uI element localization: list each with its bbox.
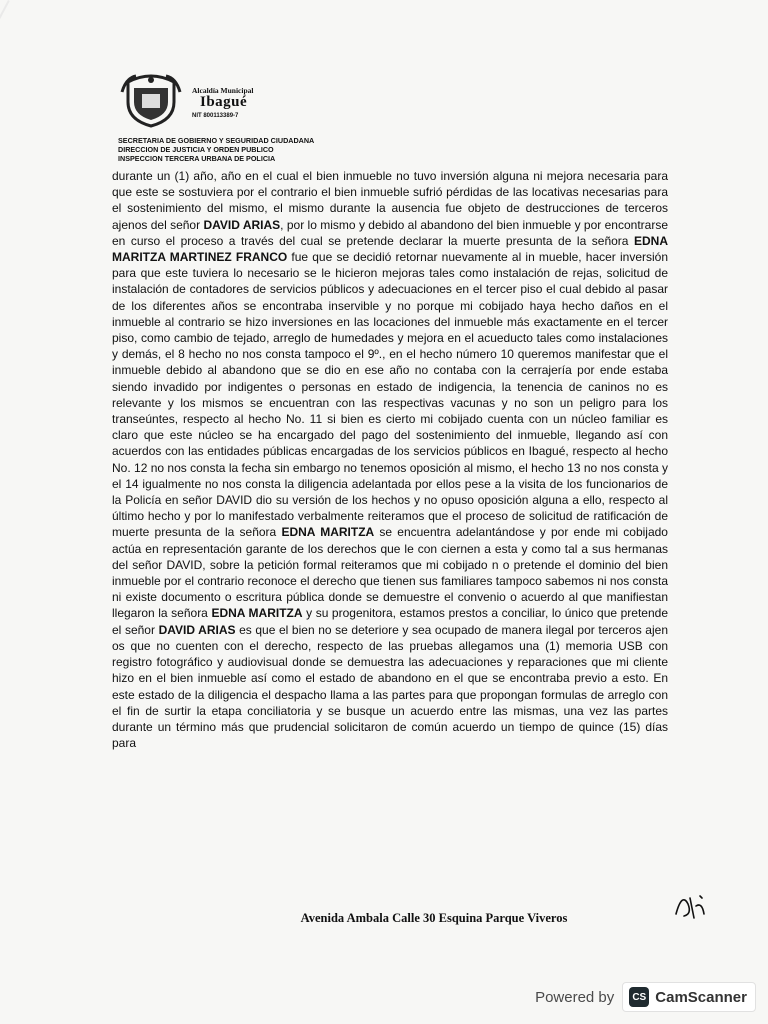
- body-text-segment: se encuentra adelantándose y por ende mi cobijado actúa en representación garante de los derechos que le con ciernen a esta y como tal a sus hermanas del señor DAVID, sobre la petición formal reiteramos que mi cobijado n o pretende el dominio del bien inmueble por el contrario reconoce el derecho que tienen sus familiares tampoco sabemos ni nos consta ni existe documento o escritura pública donde se demuestre el convenio o acuerdo al que manifiestan llegaron la señora: [112, 525, 668, 621]
- camscanner-badge: [622, 982, 756, 1012]
- letterhead: [118, 70, 538, 166]
- body-bold-name: DAVID ARIAS: [203, 217, 281, 232]
- department-line: DIRECCION DE JUSTICIA Y ORDEN PUBLICO: [118, 145, 274, 154]
- footer-address: Avenida Ambala Calle 30 Esquina Parque Viveros: [300, 911, 568, 925]
- document-body: [112, 168, 668, 751]
- body-text-segment: durante un (1) año, año en el cual el bien inmueble no tuvo inversión alguna ni mejora necesaria para que este se sostuviera por el contrario el bien inmueble sufrió pérdidas de las locativas necesarias para el sostenimiento del mismo, el mismo durante la ausencia fue objeto de destrucciones de terceros ajenos del señor: [112, 169, 668, 232]
- camscanner-watermark: [535, 980, 756, 1014]
- body-text-segment: , por lo mismo y debido al abandono del bien inmueble y por encontrarse en curso el proceso a través del cual se pretende declarar la muerte presunta de la señora: [112, 217, 669, 248]
- department-line: INSPECCION TERCERA URBANA DE POLICIA: [118, 154, 276, 163]
- camscanner-logo-icon: CS: [629, 987, 649, 1007]
- body-bold-name: DAVID ARIAS: [158, 622, 236, 637]
- municipality-label: Alcaldía Municipal: [192, 86, 254, 95]
- scan-fold-line: [0, 0, 10, 169]
- city-name: Ibagué: [200, 94, 248, 110]
- nit-number: NIT 800113389-7: [192, 113, 239, 119]
- body-bold-name: EDNA MARITZA MARTINEZ FRANCO: [112, 233, 668, 265]
- powered-by-label: Powered by: [535, 988, 615, 1006]
- department-lines: [118, 136, 538, 163]
- body-bold-name: EDNA MARITZA: [281, 525, 375, 540]
- coat-of-arms-icon: [120, 72, 182, 128]
- body-text-segment: y su progenitora, estamos prestos a conciliar, lo único que pretende el señor: [112, 606, 668, 637]
- body-text-segment: es que el bien no se deteriore y sea ocupado de manera ilegal por terceros ajen os que no cuenten con el derecho, respecto de las pruebas allegamos una (1) memoria USB con registro fotográfico y audiovisual donde se demuestra las adecuaciones y reparaciones que mi cliente hizo en el bien inmueble así como el estado de abandono en el que se encontraba previo a esto. En este estado de la diligencia el despacho llama a las partes para que propongan formulas de arreglo con el fin de surtir la etapa conciliatoria y se busque un acuerdo entre las mismas, una vez las partes durante un término más que prudencial solicitaron de común acuerdo un tiempo de quince (15) días para: [112, 622, 668, 751]
- body-bold-name: EDNA MARITZA: [211, 606, 303, 621]
- camscanner-brand: CamScanner: [655, 988, 747, 1006]
- department-line: SECRETARIA DE GOBIERNO Y SEGURIDAD CIUDADANA: [118, 136, 315, 145]
- body-text-segment: fue que se decidió retornar nuevamente al in mueble, hacer inversión para que este tuviera lo necesario se le hicieron mejoras tales como instalación de rejas, solicitud de instalación de contadores de servicios públicos y adecuaciones en el tercer piso el cual debido al pasar de los diferentes años se encontraba inservible y no porque mi cobijado haya hecho daños en el inmueble al contrario se hizo inversiones en las locaciones del inmueble más exactamente en el tercer piso, como cambio de tejado, arreglo de humedades y mejora en el acueducto tales como instalaciones y demás, el 8 hecho no nos consta tampoco el 9º., en el hecho número 10 queremos manifestar que el inmueble debido al abandono que se dio en ese año no contaba con la cerrajería por ende estaba siendo invadido por indigentes o personas en estado de indigencia, la tenencia de caninos no es relevante y los mismos se encuentran con las respectivas vacunas y no son un peligro para los transeúntes, respecto al hecho No. 11 si bien es cierto mi cobijado cuenta con un núcleo familiar es claro que este núcleo se ha encargado del pago del sostenimiento del inmueble, llegando así con acuerdos con las entidades públicas encargadas de los servicios públicos en Ibagué, respecto al hecho No. 12 no nos consta la fecha sin embargo no tenemos oposición al mismo, el hecho 13 no nos consta y el 14 igualmente no nos consta la diligencia adelantada por ellos pese a la visita de los funcionarios de la Policía en señor DAVID dio su versión de los hechos y no opuso oposición alguna a ello, respecto al último hecho y por lo manifestado verbalmente reiteramos que el proceso de solicitud de ratificación de muerte presunta de la señora: [112, 250, 669, 540]
